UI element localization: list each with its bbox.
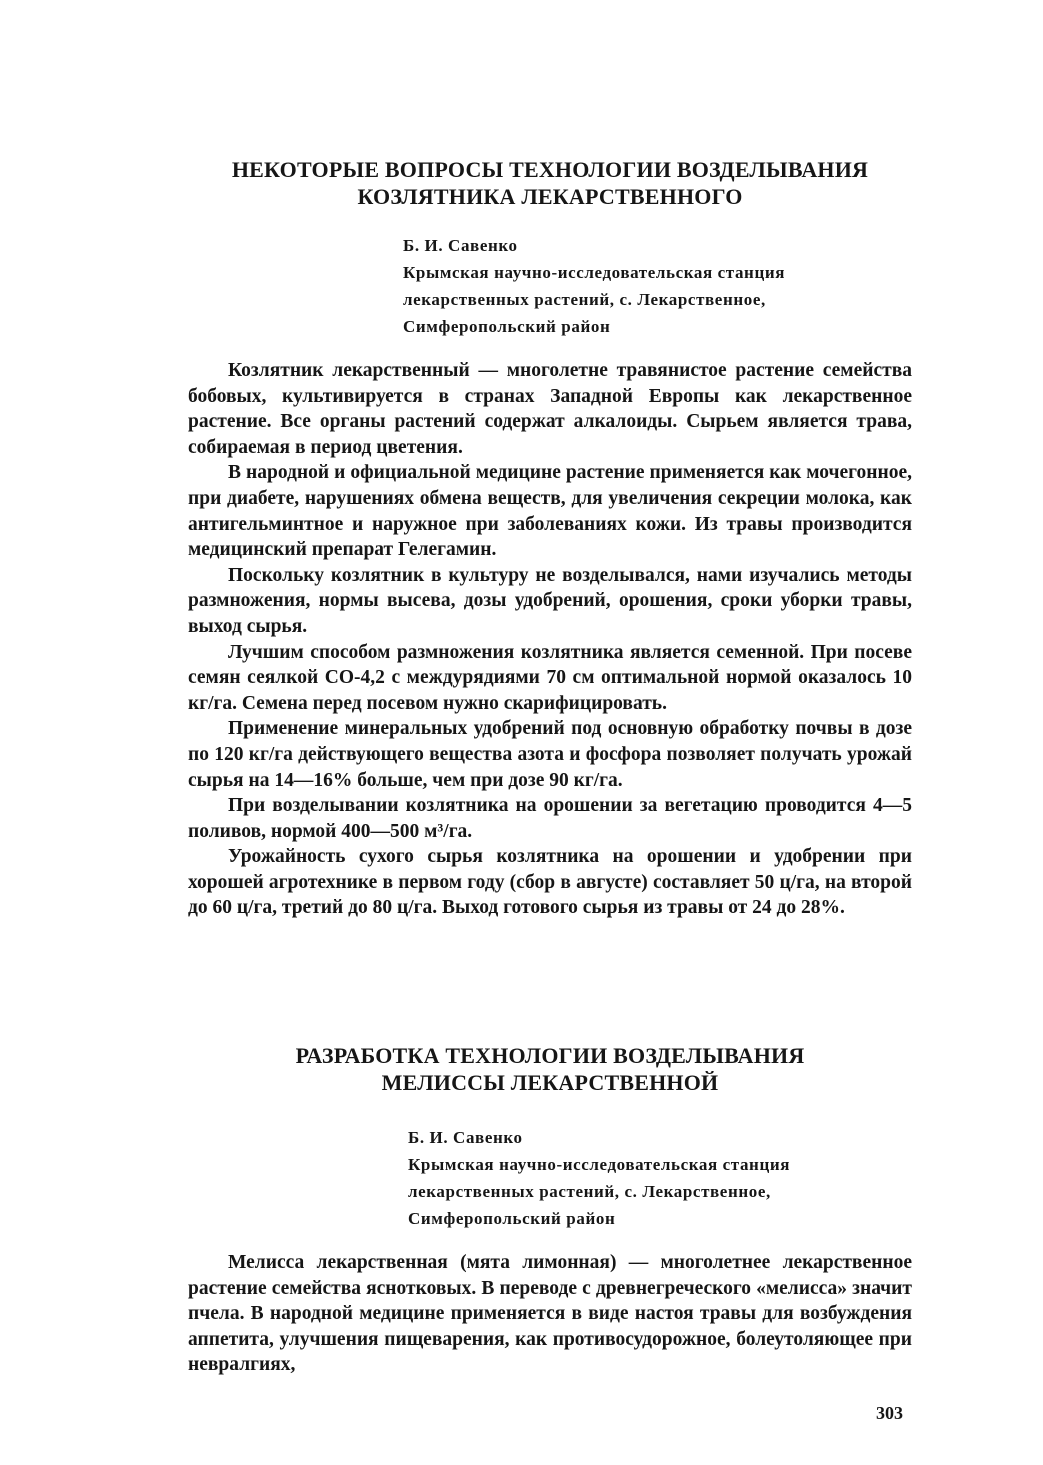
article2-body [188, 1250, 912, 1378]
article2-title [150, 1042, 950, 1096]
article1-title-line2: КОЗЛЯТНИКА ЛЕКАРСТВЕННОГО [357, 184, 743, 209]
article2-affiliation-line2: лекарственных растений, с. Лекарственное, [408, 1182, 771, 1201]
article1-byline [403, 232, 785, 340]
article2-byline [408, 1124, 790, 1232]
article1-paragraph: Лучшим способом размножения козлятника является семенной. При посеве семян сеялкой СО-4,2 с междурядиями 70 см оптимальной нормой оказалось 10 кг/га. Семена перед посевом нужно скарифицировать. [188, 641, 912, 714]
article1-affiliation-line2: лекарственных растений, с. Лекарственное, [403, 290, 766, 309]
article1-paragraph: При возделывании козлятника на орошении за вегетацию проводится 4—5 поливов, нормой 400—500 м³/га. [188, 795, 912, 842]
article1-paragraph: Урожайность сухого сырья козлятника на орошении и удобрении при хорошей агротехнике в первом году (сбор в августе) составляет 50 ц/га, на второй до 60 ц/га, третий до 80 ц/га. Выход готового сырья из травы от 24 до 28%. [188, 846, 912, 919]
article2-paragraph: Мелисса лекарственная (мята лимонная) — многолетнее лекарственное растение семейства яснотковых. В переводе с древнегреческого «мелисса» значит пчела. В народной медицине применяется в виде настоя травы для возбуждения аппетита, улучшения пищеварения, как противосудорожное, болеутоляющее при невралгиях, [188, 1252, 912, 1376]
article1-paragraph: Поскольку козлятник в культуру не возделывался, нами изучались методы размножения, нормы высева, дозы удобрений, орошения, сроки уборки травы, выход сырья. [188, 564, 912, 637]
article1-paragraph: Применение минеральных удобрений под основную обработку почвы в дозе по 120 кг/га действующего вещества азота и фосфора позволяет получать урожай сырья на 14—16% больше, чем при дозе 90 кг/га. [188, 718, 912, 791]
article1-affiliation-line3: Симферопольский район [403, 317, 611, 336]
page-number: 303 [876, 1403, 903, 1423]
article1-author: Б. И. Савенко [403, 236, 518, 255]
article2-title-line2: МЕЛИССЫ ЛЕКАРСТВЕННОЙ [381, 1070, 719, 1095]
article1-affiliation-line1: Крымская научно-исследовательская станция [403, 263, 786, 282]
article2-affiliation-line3: Симферопольский район [408, 1209, 616, 1228]
article2-affiliation-line1: Крымская научно-исследовательская станция [408, 1155, 791, 1174]
article1-body [188, 358, 912, 921]
article1-paragraph: В народной и официальной медицине растение применяется как мочегонное, при диабете, нарушениях обмена веществ, для увеличения секреции молока, как антигельминтное и наружное при заболеваниях кожи. Из травы производится медицинский препарат Гелегамин. [188, 462, 912, 561]
article1-paragraph: Козлятник лекарственный — многолетне травянистое растение семейства бобовых, культивируется в странах Западной Европы как лекарственное растение. Все органы растений содержат алкалоиды. Сырьем является трава, собираемая в период цветения. [188, 360, 912, 458]
article1-title [150, 156, 950, 210]
article1-title-line1: НЕКОТОРЫЕ ВОПРОСЫ ТЕХНОЛОГИИ ВОЗДЕЛЫВАНИЯ [231, 157, 869, 182]
article2-title-line1: РАЗРАБОТКА ТЕХНОЛОГИИ ВОЗДЕЛЫВАНИЯ [295, 1043, 805, 1068]
article2-author: Б. И. Савенко [408, 1128, 523, 1147]
